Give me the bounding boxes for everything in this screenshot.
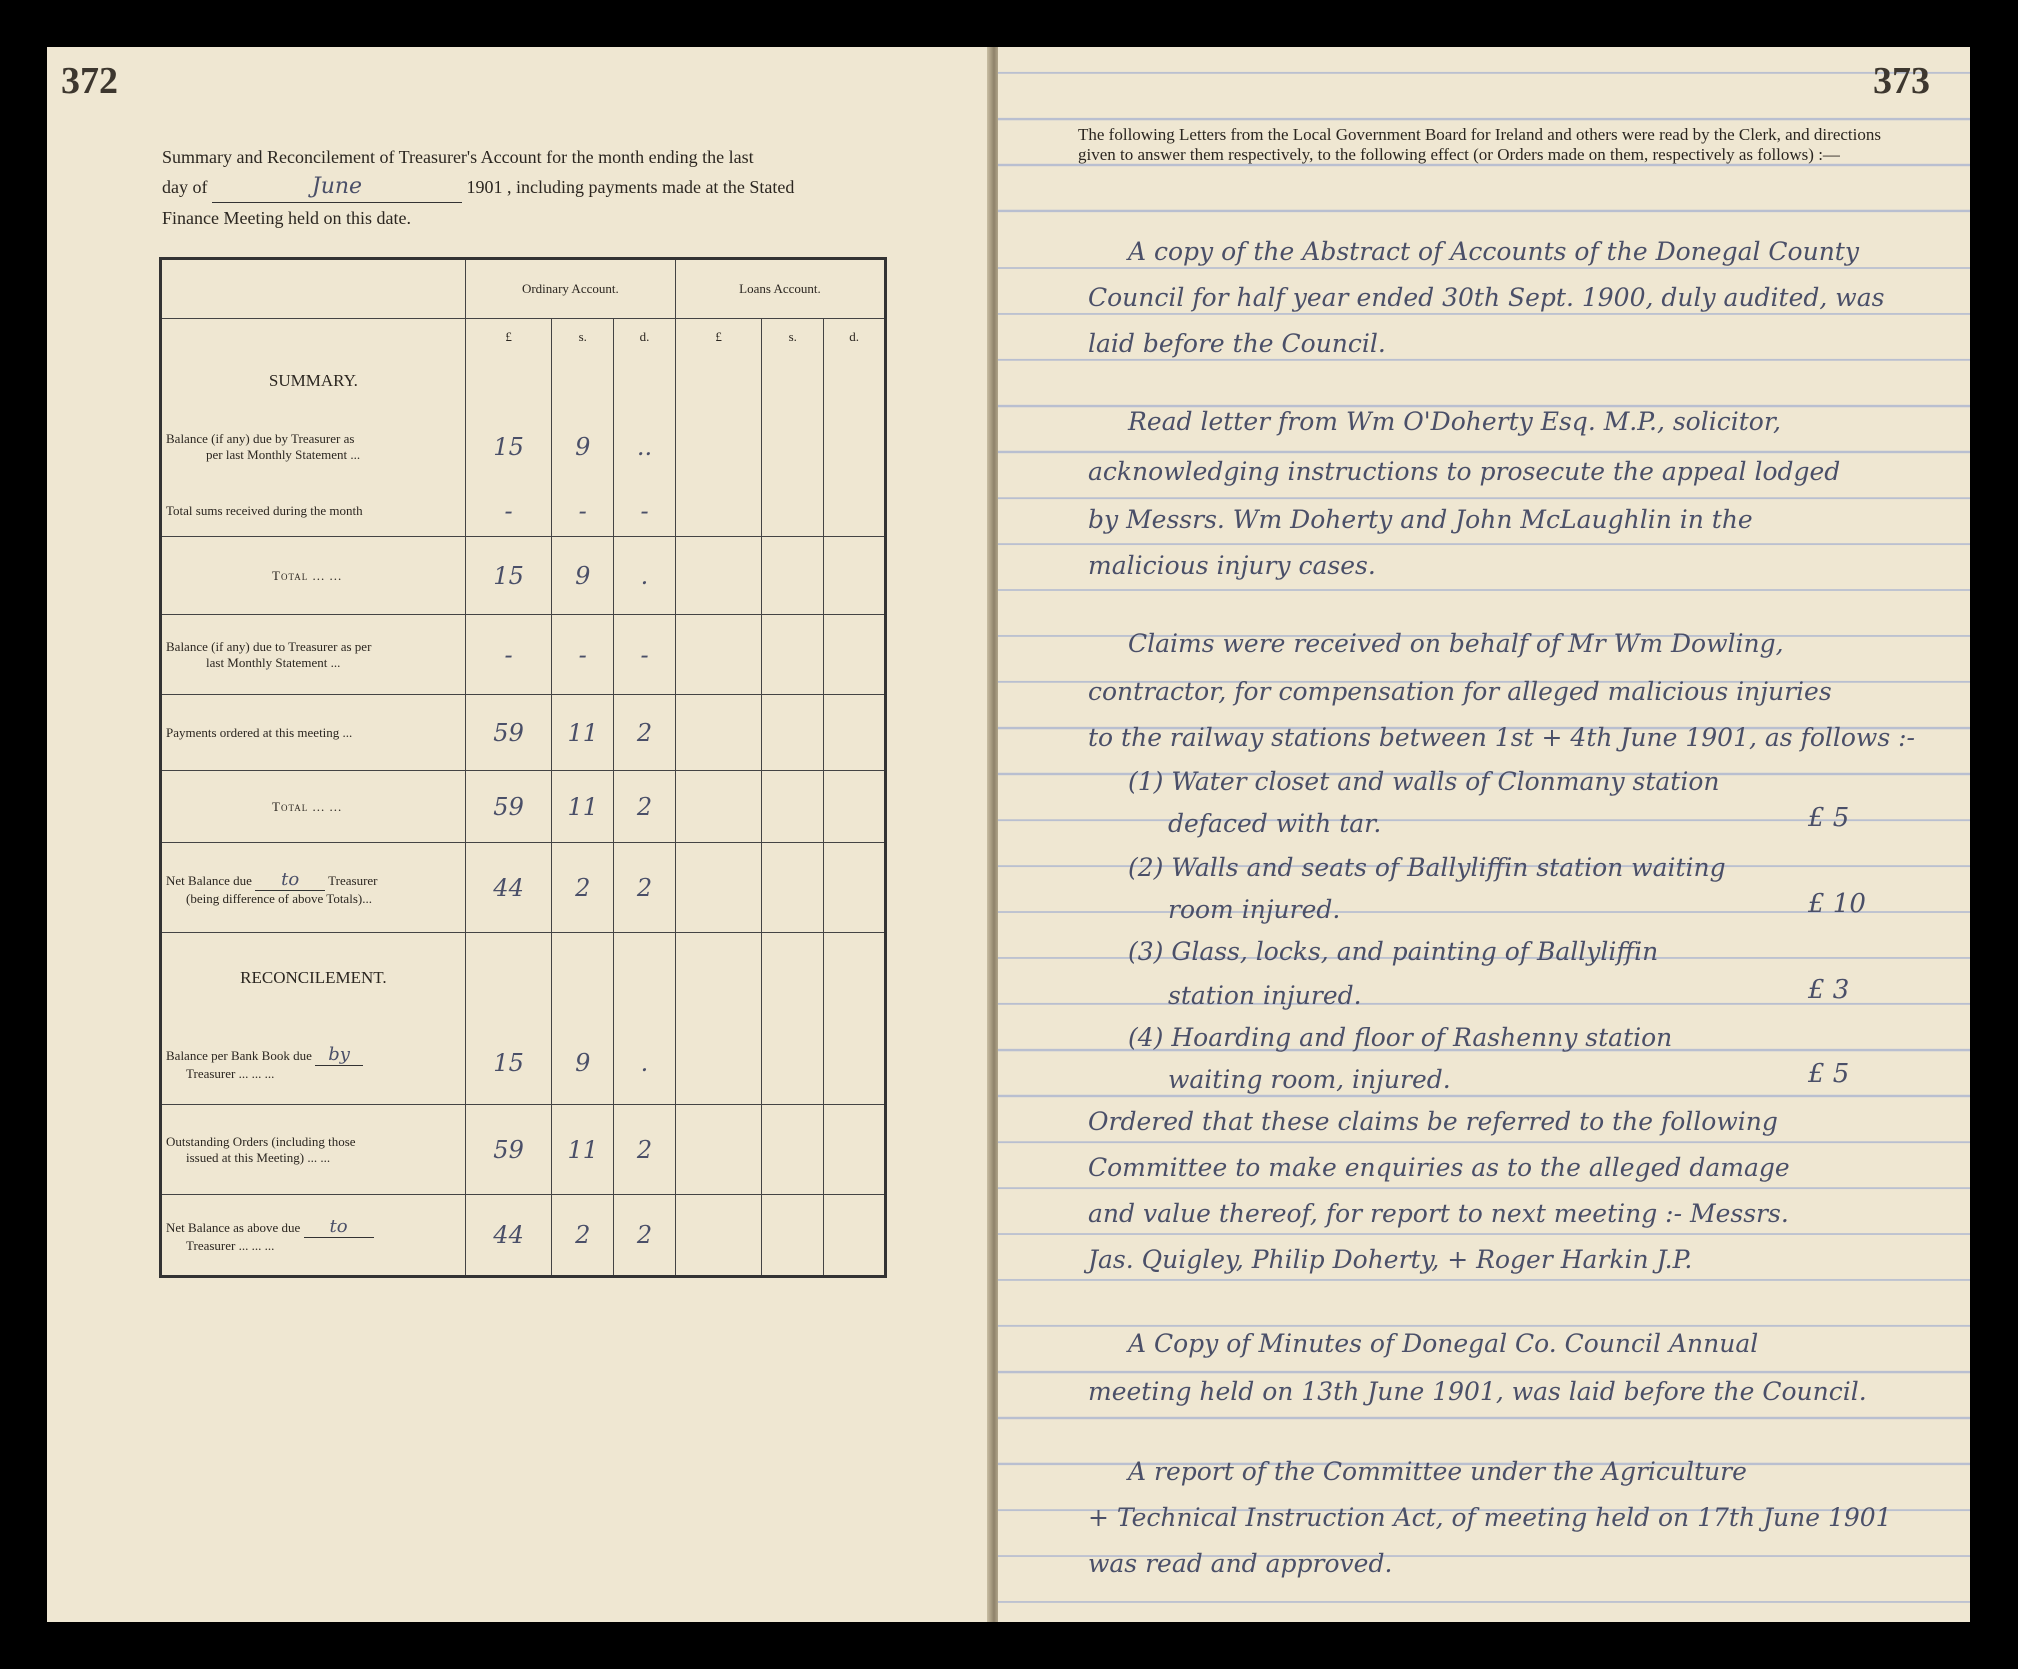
header-blank (161, 259, 466, 319)
pound-unit: £ (675, 319, 762, 355)
pence-value: - (614, 615, 676, 695)
minute-line: and value thereof, for report to next meeting :- Messrs. (1088, 1199, 1789, 1228)
heading-line: Finance Meeting held on this date. (162, 208, 411, 228)
page-number: 373 (1873, 60, 1930, 102)
row-label: Total sums received during the month (161, 487, 466, 537)
shillings-value: 9 (552, 537, 614, 615)
shillings-value: 11 (552, 771, 614, 843)
page-heading: The following Letters from the Local Government Board for Ireland and others were read by the Clerk, and directions given to answer them respectively, to the following effect (or Orders made on them, respectively as follows) :— (1078, 125, 1881, 164)
pounds-value: 59 (465, 771, 552, 843)
shillings-value: - (552, 615, 614, 695)
heading-year: 1901 (466, 177, 503, 197)
left-page (47, 47, 993, 1622)
pence-value: - (614, 487, 676, 537)
table-row (161, 537, 886, 615)
minute-line: was read and approved. (1088, 1549, 1393, 1578)
shilling-unit: s. (552, 319, 614, 355)
table-row (161, 1023, 886, 1105)
total-label: Total ... ... (161, 771, 466, 843)
shillings-value: 2 (552, 843, 614, 933)
loans-account-header: Loans Account. (675, 259, 885, 319)
shillings-value: 2 (552, 1195, 614, 1277)
row-label: last Monthly Statement ... (206, 654, 341, 670)
minute-line: (2) Walls and seats of Ballyliffin station waiting (1128, 853, 1726, 882)
minute-line: Committee to make enquiries as to the alleged damage (1088, 1153, 1790, 1182)
ordinary-account-header: Ordinary Account. (465, 259, 675, 319)
claim-amount: £ 5 (1808, 803, 1850, 833)
shillings-value: - (552, 487, 614, 537)
row-label: Payments ordered at this meeting ... (161, 695, 466, 771)
minute-line: (1) Water closet and walls of Clonmany station (1128, 767, 1720, 796)
pence-unit: d. (824, 319, 886, 355)
heading-line: Summary and Reconcilement of Treasurer's Account for the month ending the last (162, 147, 754, 167)
row-label: Treasurer (328, 872, 378, 888)
month-fillin: June (212, 172, 462, 203)
claim-amount: £ 3 (1808, 975, 1850, 1005)
pence-value: 2 (614, 843, 676, 933)
minute-line: Claims were received on behalf of Mr Wm Dowling, (1128, 629, 1784, 658)
minute-line: malicious injury cases. (1088, 551, 1376, 580)
minute-line: A Copy of Minutes of Donegal Co. Council Annual (1128, 1329, 1759, 1358)
minute-line: station injured. (1168, 981, 1362, 1010)
shillings-value: 11 (552, 695, 614, 771)
minute-line: by Messrs. Wm Doherty and John McLaughlin in the (1088, 505, 1753, 534)
table-row (161, 695, 886, 771)
pence-value: 2 (614, 771, 676, 843)
due-fillin: to (255, 869, 325, 891)
pounds-value: 15 (465, 537, 552, 615)
pounds-value: 44 (465, 1195, 552, 1277)
minute-line: Council for half year ended 30th Sept. 1900, duly audited, was (1088, 283, 1885, 312)
summary-title: SUMMARY. (161, 355, 466, 407)
pence-value: 2 (614, 695, 676, 771)
heading-line: , including payments made at the Stated (506, 177, 795, 197)
table-row (161, 487, 886, 537)
row-label: Treasurer ... ... ... (186, 1238, 275, 1253)
row-label: Net Balance due (166, 872, 252, 888)
shillings-value: 11 (552, 1105, 614, 1195)
table-row (161, 1195, 886, 1277)
minute-line: Jas. Quigley, Philip Doherty, + Roger Harkin J.P. (1088, 1245, 1693, 1274)
row-label: Treasurer ... ... ... (186, 1066, 275, 1082)
minute-line: meeting held on 13th June 1901, was laid before the Council. (1088, 1377, 1867, 1406)
minute-line: defaced with tar. (1168, 809, 1382, 838)
account-table (159, 257, 887, 1278)
row-label: issued at this Meeting) ... ... (186, 1149, 331, 1165)
pounds-value: 44 (465, 843, 552, 933)
row-label: (being difference of above Totals)... (186, 890, 372, 906)
row-label: Outstanding Orders (including those (166, 1133, 356, 1149)
minute-line: room injured. (1168, 895, 1341, 924)
pence-value: .. (614, 407, 676, 487)
pence-value: 2 (614, 1105, 676, 1195)
row-label: Net Balance as above due (166, 1220, 301, 1235)
minute-line: A report of the Committee under the Agriculture (1128, 1457, 1747, 1486)
pounds-value: - (465, 615, 552, 695)
shillings-value: 9 (552, 1023, 614, 1105)
shilling-unit: s. (762, 319, 824, 355)
row-label: Balance (if any) due to Treasurer as per (166, 638, 372, 654)
minute-line: to the railway stations between 1st + 4th June 1901, as follows :- (1088, 723, 1915, 752)
table-row (161, 1105, 886, 1195)
table-row (161, 615, 886, 695)
reconcilement-title: RECONCILEMENT. (161, 933, 466, 1023)
row-label: Balance per Bank Book due (166, 1048, 312, 1064)
right-page (998, 47, 1970, 1622)
minute-line: contractor, for compensation for alleged malicious injuries (1088, 677, 1832, 706)
pounds-value: - (465, 487, 552, 537)
row-label: per last Monthly Statement ... (206, 446, 361, 462)
minute-line: + Technical Instruction Act, of meeting held on 17th June 1901 (1088, 1503, 1892, 1532)
row-label: Balance (if any) due by Treasurer as (166, 430, 355, 446)
pence-unit: d. (614, 319, 676, 355)
pounds-value: 15 (465, 1023, 552, 1105)
pence-value: . (614, 537, 676, 615)
minute-line: A copy of the Abstract of Accounts of the Donegal County (1128, 237, 1859, 266)
heading-day-of: day of (162, 177, 208, 197)
due-fillin: by (315, 1044, 363, 1066)
page-heading (162, 142, 897, 233)
pound-unit: £ (465, 319, 552, 355)
minute-line: acknowledging instructions to prosecute the appeal lodged (1088, 457, 1841, 486)
pounds-value: 59 (465, 695, 552, 771)
pounds-value: 59 (465, 1105, 552, 1195)
minute-line: laid before the Council. (1088, 329, 1386, 358)
table-row (161, 407, 886, 487)
claim-amount: £ 10 (1808, 889, 1866, 919)
pence-value: 2 (614, 1195, 676, 1277)
claim-amount: £ 5 (1808, 1059, 1850, 1089)
due-fillin: to (304, 1216, 374, 1238)
minute-line: (3) Glass, locks, and painting of Ballyliffin (1128, 937, 1659, 966)
page-number: 372 (61, 60, 118, 102)
pounds-value: 15 (465, 407, 552, 487)
minute-line: waiting room, injured. (1168, 1065, 1451, 1094)
minute-line: (4) Hoarding and floor of Rashenny station (1128, 1023, 1673, 1052)
table-row (161, 771, 886, 843)
shillings-value: 9 (552, 407, 614, 487)
minute-line: Read letter from Wm O'Doherty Esq. M.P., solicitor, (1128, 407, 1781, 436)
minute-line: Ordered that these claims be referred to the following (1088, 1107, 1778, 1136)
table-row (161, 843, 886, 933)
total-label: Total ... ... (161, 537, 466, 615)
pence-value: . (614, 1023, 676, 1105)
